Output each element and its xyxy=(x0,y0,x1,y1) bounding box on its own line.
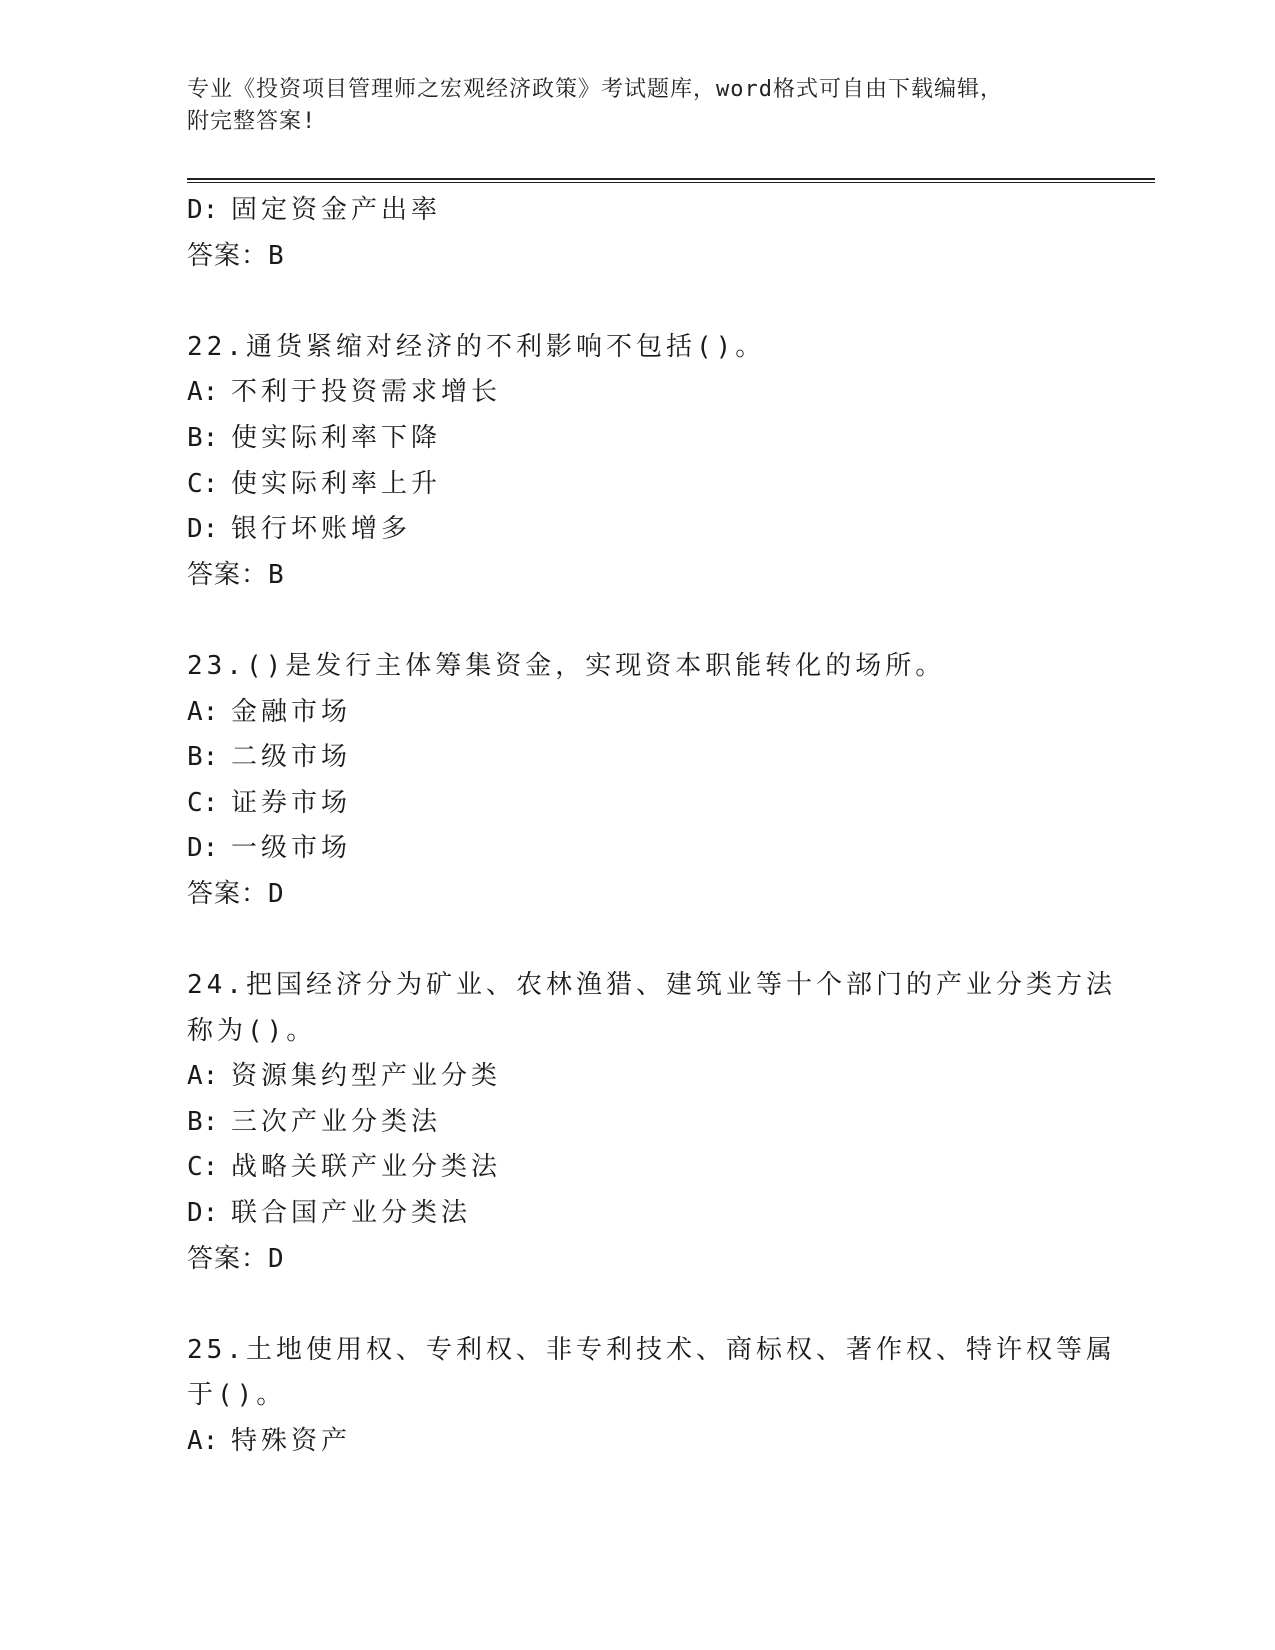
option-a xyxy=(187,1419,1087,1465)
answer-line xyxy=(187,234,1087,280)
option-b xyxy=(187,1100,1087,1146)
answer-value: B xyxy=(268,240,285,271)
option-text: 联合国产业分类法 xyxy=(231,1198,472,1229)
header-line-2: 附完整答案! xyxy=(187,109,317,134)
question-stem: 24.把国经济分为矿业、农林渔猎、建筑业等十个部门的产业分类方法 xyxy=(187,970,1116,1001)
option-text: 使实际利率下降 xyxy=(231,422,442,453)
option-text: 特殊资产 xyxy=(231,1426,352,1457)
answer-label: 答案： xyxy=(187,1243,269,1274)
question-stem-continued: 称为()。 xyxy=(187,1015,317,1046)
option-a xyxy=(187,1054,1087,1100)
option-text: 不利于投资需求增长 xyxy=(231,377,502,408)
option-text: 资源集约型产业分类 xyxy=(231,1061,502,1092)
answer-value: B xyxy=(268,559,285,590)
answer-value: D xyxy=(268,1243,285,1274)
option-letter: A: xyxy=(187,1426,219,1457)
option-text: 使实际利率上升 xyxy=(231,468,442,499)
option-c xyxy=(187,1145,1087,1191)
header-divider xyxy=(187,178,1155,183)
option-letter: A: xyxy=(187,377,219,408)
option-c xyxy=(187,462,1087,508)
answer-line xyxy=(187,1237,1087,1283)
question-stem: 25.土地使用权、专利权、非专利技术、商标权、著作权、特许权等属 xyxy=(187,1334,1116,1365)
option-d xyxy=(187,188,1087,234)
option-letter: C: xyxy=(187,468,219,499)
option-letter: B: xyxy=(187,422,219,453)
option-text: 证券市场 xyxy=(231,787,352,818)
option-letter: C: xyxy=(187,787,219,818)
option-letter: B: xyxy=(187,742,219,773)
question-stem: 23.()是发行主体筹集资金，实现资本职能转化的场所。 xyxy=(187,650,946,681)
option-b xyxy=(187,735,1087,781)
option-letter: A: xyxy=(187,696,219,727)
spacer xyxy=(187,598,1087,644)
question-stem-continued: 于()。 xyxy=(187,1380,287,1411)
option-letter: B: xyxy=(187,1106,219,1137)
question-stem: 22.通货紧缩对经济的不利影响不包括()。 xyxy=(187,331,766,362)
option-letter: A: xyxy=(187,1061,219,1092)
answer-label: 答案： xyxy=(187,240,269,271)
option-text: 战略关联产业分类法 xyxy=(231,1152,502,1183)
answer-line xyxy=(187,872,1087,918)
option-text: 金融市场 xyxy=(231,696,352,727)
spacer xyxy=(187,1282,1087,1328)
option-text: 固定资金产出率 xyxy=(231,195,442,225)
option-d xyxy=(187,507,1087,553)
option-a xyxy=(187,690,1087,736)
spacer xyxy=(187,918,1087,964)
option-letter: C: xyxy=(187,1152,219,1183)
header-line-1: 专业《投资项目管理师之宏观经济政策》考试题库，word格式可自由下载编辑， xyxy=(187,77,1003,102)
option-letter: D: xyxy=(187,1198,219,1229)
question-list xyxy=(187,188,1116,1465)
option-letter: D: xyxy=(187,833,219,864)
option-b xyxy=(187,416,1087,462)
option-text: 银行坏账增多 xyxy=(231,514,412,545)
option-text: 一级市场 xyxy=(231,833,352,864)
document-header xyxy=(187,74,1087,138)
option-a xyxy=(187,370,1087,416)
answer-label: 答案： xyxy=(187,878,269,909)
option-text: 三次产业分类法 xyxy=(231,1106,442,1137)
option-d xyxy=(187,826,1087,872)
answer-value: D xyxy=(268,878,285,909)
answer-label: 答案： xyxy=(187,559,269,590)
option-letter: D: xyxy=(187,195,219,225)
option-text: 二级市场 xyxy=(231,742,352,773)
option-d xyxy=(187,1191,1087,1237)
answer-line xyxy=(187,553,1087,599)
option-letter: D: xyxy=(187,514,219,545)
spacer xyxy=(187,279,1087,325)
option-c xyxy=(187,781,1087,827)
